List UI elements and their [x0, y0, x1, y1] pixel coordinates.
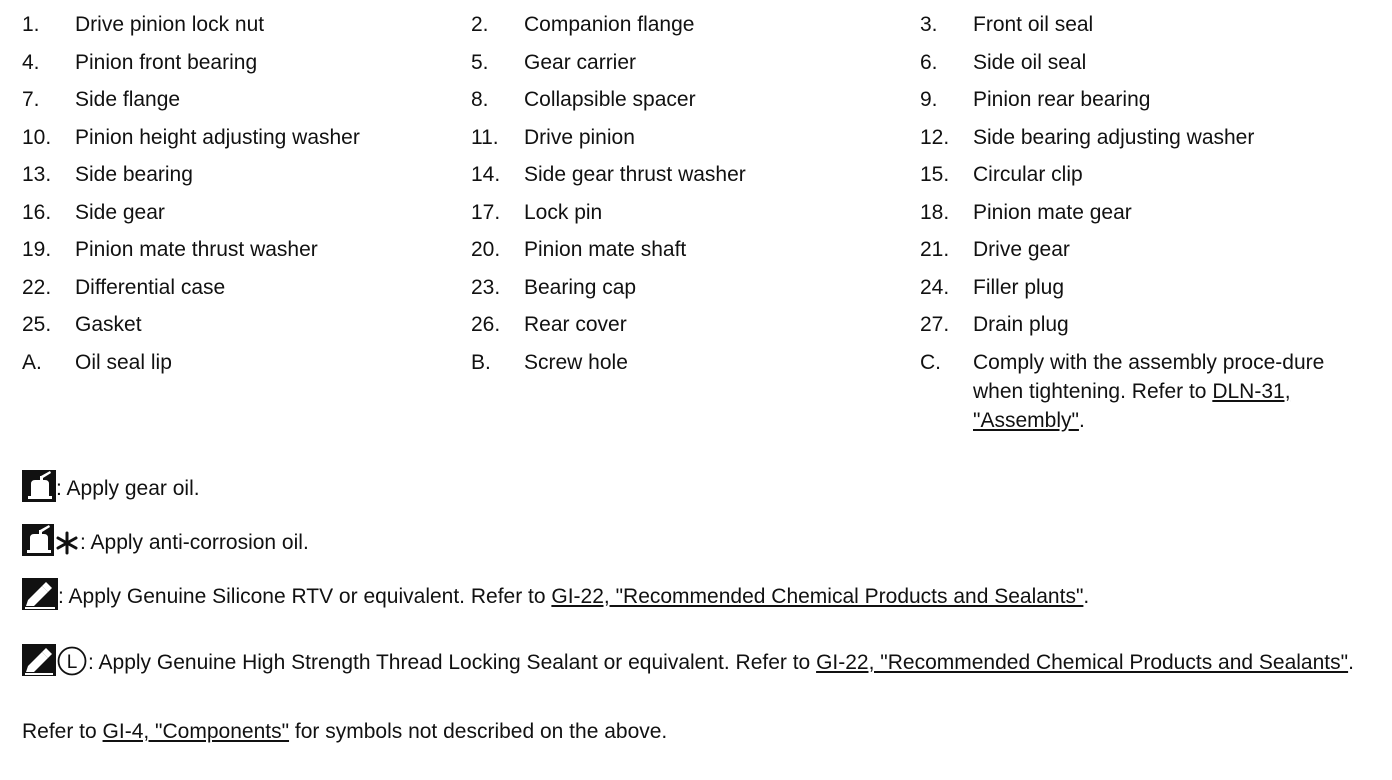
item-label: Oil seal lip: [75, 350, 172, 374]
legend-item-15: [920, 160, 1372, 189]
legend-row: [22, 273, 1372, 311]
legend-item-c: [920, 348, 1372, 435]
thread-lock-label: : Apply Genuine High Strength Thread Locking Sealant or equivalent. Refer to: [88, 651, 817, 674]
item-number: 13.: [22, 163, 52, 186]
item-label: Pinion mate thrust washer: [75, 238, 318, 261]
legend-item-6: [920, 48, 1372, 77]
item-number: 16.: [22, 200, 52, 224]
legend-row: [22, 85, 1372, 123]
item-label: Lock pin: [524, 200, 603, 224]
sealant-icon: [22, 578, 58, 610]
item-number: 19.: [22, 238, 52, 261]
item-label: Gasket: [75, 313, 142, 336]
oil-can-asterisk-icon: [22, 524, 80, 556]
legend-row: [22, 48, 1372, 86]
legend-item-7: [22, 85, 471, 114]
item-number: 23.: [471, 275, 501, 299]
item-label: Circular clip: [973, 163, 1083, 186]
legend-grid: [22, 10, 1372, 435]
legend-item-21: [920, 235, 1372, 264]
item-label: Differential case: [75, 275, 226, 299]
item-number: 24.: [920, 275, 950, 299]
item-label: Front oil seal: [973, 13, 1094, 36]
legend-item-3: [920, 10, 1372, 39]
item-label: Bearing cap: [524, 275, 637, 299]
item-label: Side bearing: [75, 163, 193, 186]
symbol-silicone-row: [22, 578, 1089, 610]
item-label: Drain plug: [973, 313, 1069, 336]
item-label: Side flange: [75, 88, 181, 111]
legend-item-17: [471, 198, 920, 227]
circle-letter: L: [66, 652, 78, 673]
item-label: Side gear thrust washer: [524, 163, 746, 186]
thread-lock-end: .: [1348, 651, 1354, 674]
legend-row: [22, 198, 1372, 236]
legend-row: [22, 235, 1372, 273]
item-number: 10.: [22, 125, 52, 149]
legend-item-27: [920, 310, 1372, 339]
item-number: 11.: [471, 125, 499, 149]
dln-31-assembly-link[interactable]: DLN-31, "Assembly": [973, 379, 1291, 432]
footer-prefix: Refer to: [22, 720, 103, 743]
legend-row: [22, 123, 1372, 161]
item-number: 27.: [920, 313, 950, 336]
legend-item-4: [22, 48, 471, 77]
legend-item-2: [471, 10, 920, 39]
legend-item-1: [22, 10, 471, 39]
item-number: 12.: [920, 125, 950, 149]
legend-item-25: [22, 310, 471, 339]
item-label: Companion flange: [524, 13, 695, 36]
item-label: Pinion mate shaft: [524, 238, 687, 261]
item-label: Side bearing adjusting washer: [973, 125, 1255, 149]
item-number: 2.: [471, 13, 489, 36]
legend-item-12: [920, 123, 1372, 152]
item-label: Side oil seal: [973, 50, 1087, 74]
item-number: 14.: [471, 163, 501, 186]
legend-item-5: [471, 48, 920, 77]
item-label: Drive pinion: [524, 125, 635, 149]
legend-item-a: [22, 348, 471, 377]
item-number: 3.: [920, 13, 938, 36]
item-label: [973, 348, 1372, 435]
gi-22-link[interactable]: GI-22, "Recommended Chemical Products and Sealants": [551, 585, 1084, 608]
legend-row-letters: [22, 348, 1372, 435]
item-label: Pinion mate gear: [973, 200, 1132, 224]
item-number: 18.: [920, 200, 950, 224]
item-number: 25.: [22, 313, 52, 336]
item-number: 17.: [471, 200, 501, 224]
legend-item-9: [920, 85, 1372, 114]
item-label: Pinion rear bearing: [973, 88, 1151, 111]
item-label: Rear cover: [524, 313, 627, 336]
silicone-end: .: [1083, 585, 1090, 608]
legend-item-8: [471, 85, 920, 114]
silicone-label: : Apply Genuine Silicone RTV or equivalent. Refer to: [58, 585, 552, 608]
thread-lock-icon: [22, 644, 88, 676]
legend-item-11: [471, 123, 920, 152]
item-number: 5.: [471, 50, 489, 74]
item-number: 15.: [920, 163, 950, 186]
legend-row: [22, 10, 1372, 48]
legend-row: [22, 310, 1372, 348]
item-letter: B.: [471, 350, 491, 374]
footer-note: [22, 715, 1357, 748]
item-label: Screw hole: [524, 350, 628, 374]
legend-row: [22, 160, 1372, 198]
footer-suffix: for symbols not described on the above.: [289, 720, 668, 743]
legend-item-10: [22, 123, 471, 152]
symbol-thread-lock-block: [22, 644, 1357, 679]
legend-item-14: [471, 160, 920, 189]
legend-item-13: [22, 160, 471, 189]
legend-item-23: [471, 273, 920, 302]
legend-item-19: [22, 235, 471, 264]
item-number: 8.: [471, 88, 489, 111]
item-number: 9.: [920, 88, 938, 111]
item-label: Pinion front bearing: [75, 50, 258, 74]
symbol-gear-oil-row: [22, 470, 200, 502]
legend-item-18: [920, 198, 1372, 227]
symbol-silicone-text: [58, 583, 1089, 610]
item-label: Gear carrier: [524, 50, 637, 74]
item-label: Drive gear: [973, 238, 1070, 261]
legend-item-16: [22, 198, 471, 227]
item-c-end: .: [1078, 408, 1085, 432]
item-label: Side gear: [75, 200, 165, 224]
symbol-gear-oil-text: : Apply gear oil.: [56, 477, 200, 500]
gi-4-components-link[interactable]: GI-4, "Components": [102, 720, 290, 743]
item-label: Drive pinion lock nut: [75, 13, 265, 36]
item-letter: A.: [22, 350, 42, 374]
item-letter: C.: [920, 350, 941, 374]
item-number: 4.: [22, 50, 40, 74]
item-label: Pinion height adjusting washer: [75, 125, 360, 149]
item-number: 6.: [920, 50, 938, 74]
item-number: 20.: [471, 238, 501, 261]
item-number: 22.: [22, 275, 52, 299]
legend-item-20: [471, 235, 920, 264]
item-label: Collapsible spacer: [524, 88, 696, 111]
item-number: 7.: [22, 88, 40, 111]
symbol-anti-corrosion-row: [22, 524, 309, 556]
legend-item-b: [471, 348, 920, 377]
oil-can-icon: [22, 470, 56, 502]
item-label: Filler plug: [973, 275, 1065, 299]
item-c-text: Comply with the assembly proce-dure when tightening. Refer to: [973, 350, 1325, 403]
symbol-anti-corrosion-text: : Apply anti-corrosion oil.: [80, 531, 309, 554]
gi-22-link-2[interactable]: GI-22, "Recommended Chemical Products and Sealants": [816, 651, 1349, 674]
item-number: 1.: [22, 13, 40, 36]
item-number: 26.: [471, 313, 501, 336]
item-number: 21.: [920, 238, 950, 261]
legend-item-24: [920, 273, 1372, 302]
legend-item-22: [22, 273, 471, 302]
legend-item-26: [471, 310, 920, 339]
